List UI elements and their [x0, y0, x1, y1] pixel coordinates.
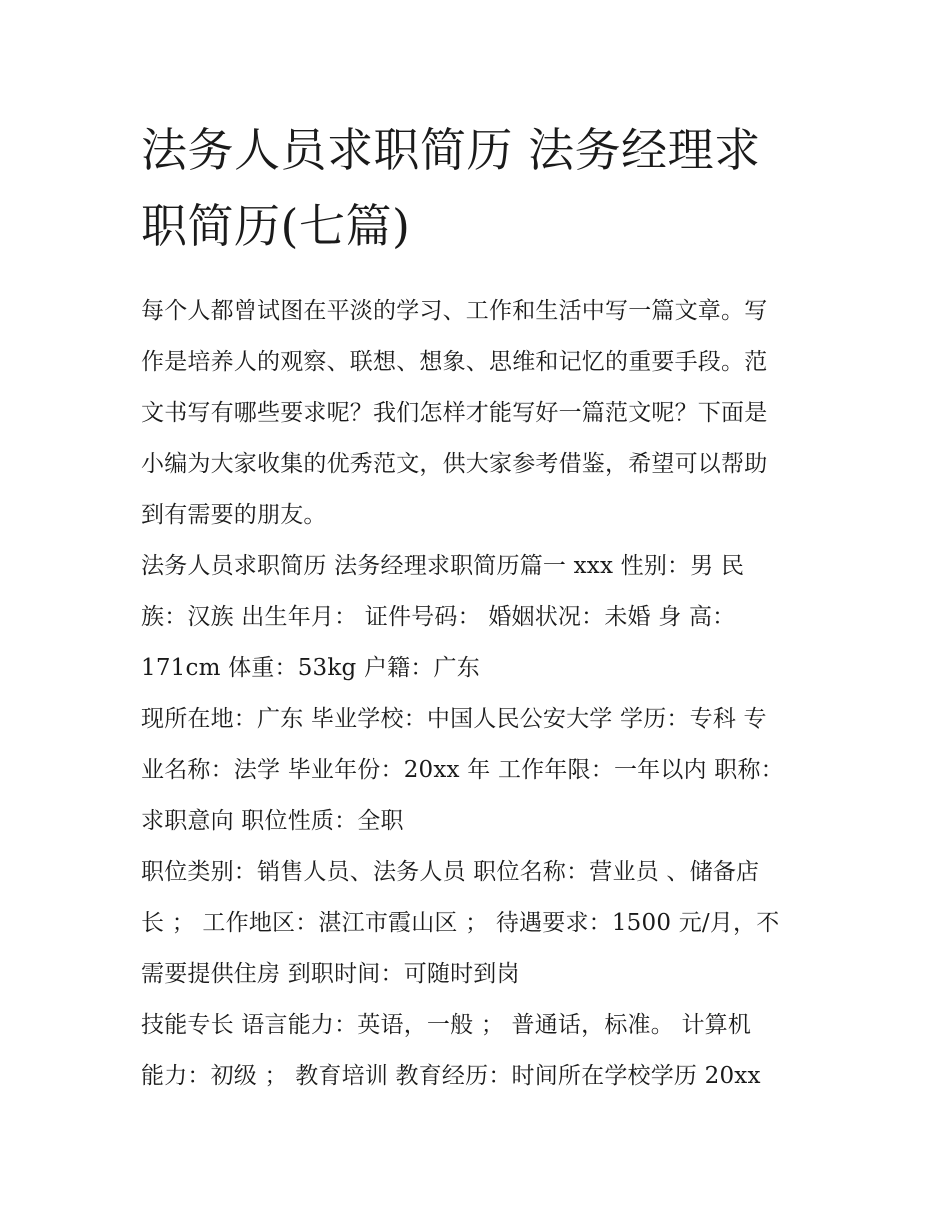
text-line: 能力：初级 ； 教育培训 教育经历：时间所在学校学历 20xx	[141, 1063, 761, 1089]
text-line: 文书写有哪些要求呢？我们怎样才能写好一篇范文呢？下面是	[141, 400, 768, 426]
intro-paragraph	[141, 286, 813, 541]
text-line: 业名称：法学 毕业年份：20xx 年 工作年限：一年以内 职称：	[141, 757, 784, 783]
text-line: 法务人员求职简历 法务经理求职简历篇一 xxx 性别：男 民	[141, 553, 745, 579]
text-line: 每个人都曾试图在平淡的学习、工作和生活中写一篇文章。写	[141, 298, 768, 324]
document-page	[141, 112, 813, 1102]
text-line: 族：汉族 出生年月： 证件号码： 婚姻状况：未婚 身 高：	[141, 604, 736, 630]
text-line: 171cm 体重：53kg 户籍：广东	[141, 655, 480, 681]
text-line: 到有需要的朋友。	[141, 502, 327, 528]
title-line: 法务人员求职简历 法务经理求	[141, 123, 761, 177]
skills-paragraph	[141, 1000, 813, 1102]
document-title	[141, 112, 813, 264]
text-line: 作是培养人的观察、联想、想象、思维和记忆的重要手段。范	[141, 349, 768, 375]
text-line: 技能专长 语言能力：英语，一般 ； 普通话，标准。 计算机	[141, 1012, 752, 1038]
personal-info-paragraph	[141, 541, 813, 694]
text-line: 职位类别：销售人员、法务人员 职位名称：营业员 、储备店	[141, 859, 760, 885]
text-line: 长 ； 工作地区：湛江市霞山区 ； 待遇要求：1500 元/月，不	[141, 910, 780, 936]
job-intention-paragraph	[141, 847, 813, 1000]
document-body	[141, 286, 813, 1102]
text-line: 需要提供住房 到职时间：可随时到岗	[141, 961, 520, 987]
education-info-paragraph	[141, 694, 813, 847]
text-line: 求职意向 职位性质：全职	[141, 808, 404, 834]
text-line: 现所在地：广东 毕业学校：中国人民公安大学 学历：专科 专	[141, 706, 767, 732]
text-line: 小编为大家收集的优秀范文，供大家参考借鉴，希望可以帮助	[141, 451, 768, 477]
title-line: 职简历(七篇)	[141, 199, 411, 253]
